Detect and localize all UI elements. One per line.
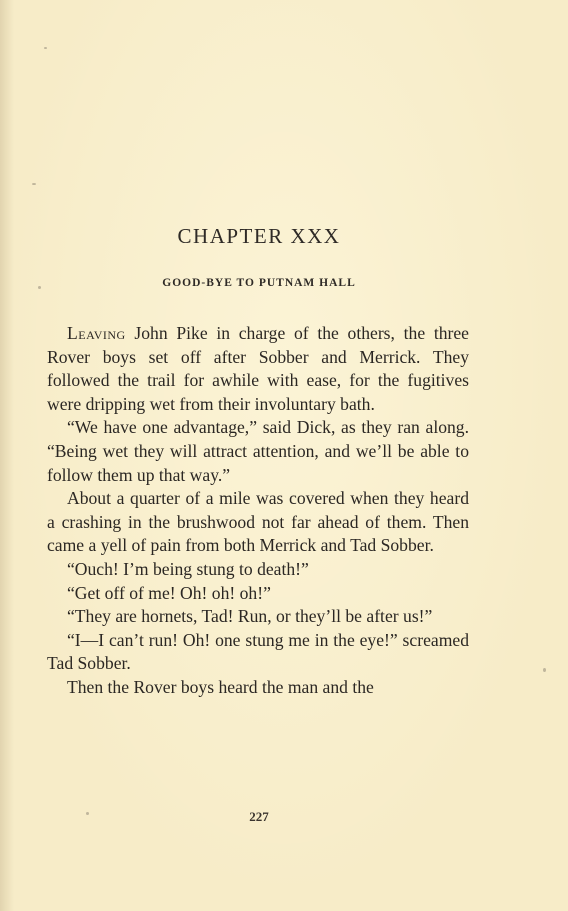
paragraph: “We have one advantage,” said Dick, as they ran along. “Being wet they will attract attention, and we’ll be able to follow them up that way.”	[47, 417, 469, 485]
paragraph: Then the Rover boys heard the man and the	[67, 676, 374, 697]
paragraph: “Ouch! I’m being stung to death!”	[67, 558, 309, 579]
page-number: 227	[249, 809, 269, 824]
chapter-heading: CHAPTER XXX	[177, 224, 341, 248]
paper-speck	[32, 183, 36, 185]
paragraph: About a quarter of a mile was covered when they heard a crashing in the brushwood not far ahead of them. Then came a yell of pain from both Merrick and Tad Sobber.	[47, 488, 469, 556]
paragraph	[47, 322, 469, 416]
paper-speck	[543, 668, 546, 672]
body-text	[47, 322, 469, 700]
paper-speck	[44, 47, 47, 49]
paragraph-text: John Pike in charge of the others, the three Rover boys set off after Sobber and Merrick. They followed the trail for awhile with ease, for the fugitives were dripping wet from their involuntary bath.	[47, 323, 469, 414]
chapter-title: GOOD-BYE TO PUTNAM HALL	[162, 277, 356, 289]
paragraph-lead-word: Leaving	[67, 323, 126, 343]
paragraph: “They are hornets, Tad! Run, or they’ll be after us!”	[67, 606, 433, 627]
paragraph: “I—I can’t run! Oh! one stung me in the eye!” screamed Tad Sobber.	[47, 629, 469, 674]
paragraph: “Get off of me! Oh! oh! oh!”	[67, 582, 271, 603]
